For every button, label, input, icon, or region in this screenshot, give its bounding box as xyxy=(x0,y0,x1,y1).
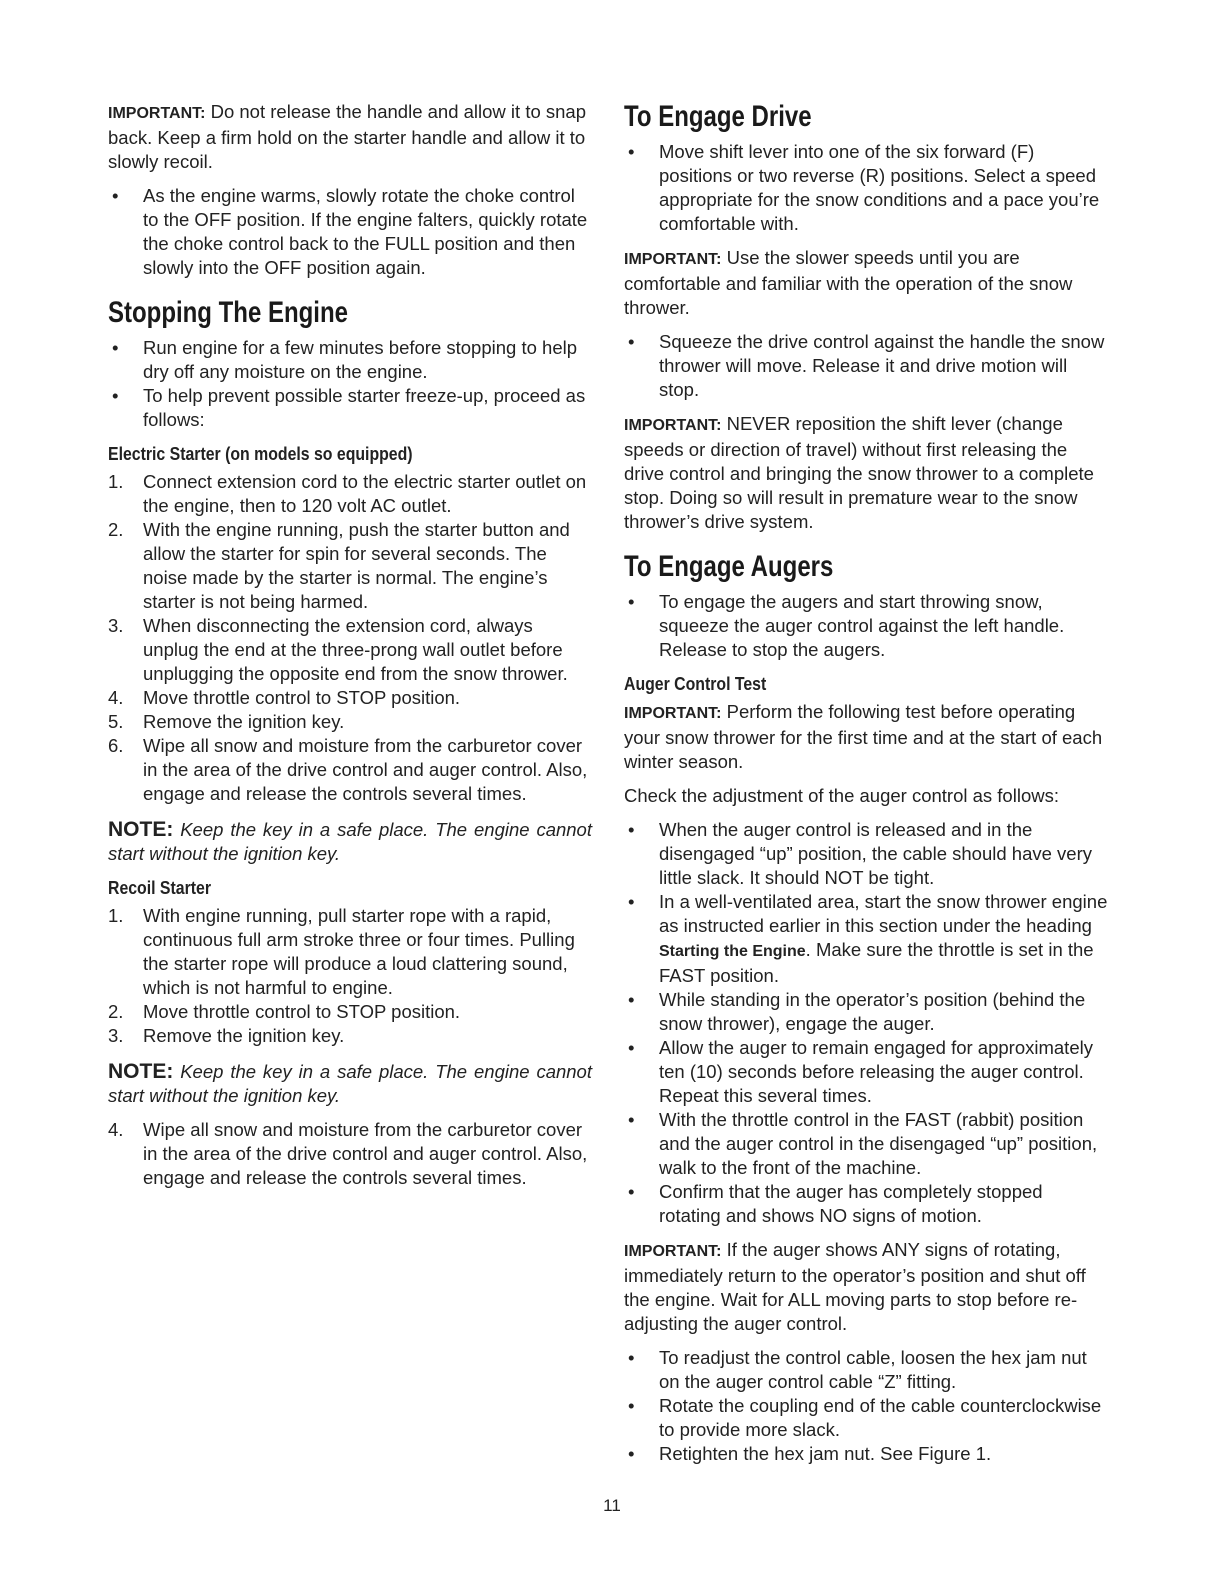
section-heading: Stopping The Engine xyxy=(108,296,348,329)
bullet-list xyxy=(624,330,1108,402)
list-item: 1. Connect extension cord to the electric starter outlet on the engine, then to 120 volt AC outlet. xyxy=(108,471,587,516)
note-paragraph: NOTE: Keep the key in a safe place. The engine cannot start without the ignition key. xyxy=(108,818,592,864)
list-item: • Move shift lever into one of the six forward (F) positions or two reverse (R) positions. Select a speed appropriate for the snow conditions and a pace you’re comfortable with. xyxy=(628,141,1100,234)
list-item: 3. Remove the ignition key. xyxy=(108,1025,345,1046)
list-item: • To help prevent possible starter freeze-up, proceed as follows: xyxy=(112,385,586,430)
list-item: • Retighten the hex jam nut. See Figure 1. xyxy=(628,1443,992,1464)
section-heading: To Engage Drive xyxy=(624,100,812,133)
important-paragraph: IMPORTANT: Use the slower speeds until you are comfortable and familiar with the operation of the snow thrower. xyxy=(624,247,1073,318)
list-item: 4. Wipe all snow and moisture from the carburetor cover in the area of the drive control and auger control. Also, engage and release the controls several times. xyxy=(108,1119,588,1188)
list-item: 6. Wipe all snow and moisture from the carburetor cover in the area of the drive control and auger control. Also, engage and release the controls several times. xyxy=(108,735,588,804)
numbered-list xyxy=(108,470,592,806)
list-item: • To readjust the control cable, loosen the hex jam nut on the auger control cable “Z” fitting. xyxy=(628,1347,1087,1392)
list-item: • When the auger control is released and in the disengaged “up” position, the cable should have very little slack. It should NOT be tight. xyxy=(628,819,1092,888)
list-item: • As the engine warms, slowly rotate the choke control to the OFF position. If the engine falters, quickly rotate the choke control back to the FULL position and then slowly into the OFF position again. xyxy=(112,185,588,278)
important-paragraph: IMPORTANT: If the auger shows ANY signs of rotating, immediately return to the operator’s position and shut off the engine. Wait for ALL moving parts to stop before re-adjusting the auger control. xyxy=(624,1239,1086,1334)
list-item: • Squeeze the drive control against the handle the snow thrower will move. Release it and drive motion will stop. xyxy=(628,331,1105,400)
list-item: • In a well-ventilated area, start the snow thrower engine as instructed earlier in this section under the heading Starting the Engine. Make sure the throttle is set in the FAST position. xyxy=(628,891,1108,986)
numbered-list xyxy=(108,904,592,1048)
subsection-heading: Auger Control Test xyxy=(624,674,767,694)
important-paragraph: IMPORTANT: Perform the following test before operating your snow thrower for the first time and at the start of each winter season. xyxy=(624,701,1103,772)
bullet-list xyxy=(624,1346,1108,1466)
list-item: 2. Move throttle control to STOP position. xyxy=(108,1001,461,1022)
list-item: • Confirm that the auger has completely stopped rotating and shows NO signs of motion. xyxy=(628,1181,1043,1226)
list-item: • To engage the augers and start throwing snow, squeeze the auger control against the left handle. Release to stop the augers. xyxy=(628,591,1065,660)
bullet-list xyxy=(624,140,1108,236)
list-item: 5. Remove the ignition key. xyxy=(108,711,345,732)
list-item: • While standing in the operator’s position (behind the snow thrower), engage the auger. xyxy=(628,989,1086,1034)
bullet-list xyxy=(624,818,1108,1228)
list-item: • Allow the auger to remain engaged for approximately ten (10) seconds before releasing the auger control. Repeat this several times. xyxy=(628,1037,1093,1106)
bullet-list xyxy=(108,184,592,280)
list-item: • With the throttle control in the FAST (rabbit) position and the auger control in the disengaged “up” position, walk to the front of the machine. xyxy=(628,1109,1098,1178)
list-item: 4. Move throttle control to STOP position. xyxy=(108,687,461,708)
note-paragraph: NOTE: Keep the key in a safe place. The engine cannot start without the ignition key. xyxy=(108,1060,592,1106)
list-item: 2. With the engine running, push the starter button and allow the starter for spin for several seconds. The noise made by the starter is normal. The engine’s starter is not being harmed. xyxy=(108,519,570,612)
list-item: 1. With engine running, pull starter rope with a rapid, continuous full arm stroke three or four times. Pulling the starter rope will produce a loud clattering sound, which is not harmful to engine. xyxy=(108,905,575,998)
bullet-list xyxy=(108,336,592,432)
numbered-list xyxy=(108,1118,592,1190)
important-paragraph: IMPORTANT: Do not release the handle and allow it to snap back. Keep a firm hold on the starter handle and allow it to slowly recoil. xyxy=(108,101,587,172)
left-column xyxy=(108,100,592,1200)
bullet-list xyxy=(624,590,1108,662)
subsection-heading: Recoil Starter xyxy=(108,878,212,898)
right-column xyxy=(624,100,1108,1476)
list-item: • Rotate the coupling end of the cable counterclockwise to provide more slack. xyxy=(628,1395,1102,1440)
important-paragraph: IMPORTANT: NEVER reposition the shift lever (change speeds or direction of travel) without first releasing the drive control and bringing the snow thrower to a complete stop. Doing so will result in premature wear to the snow thrower’s drive system. xyxy=(624,413,1094,532)
page-number: 11 xyxy=(603,1496,621,1515)
subsection-heading: Electric Starter (on models so equipped) xyxy=(108,444,413,464)
list-item: • Run engine for a few minutes before stopping to help dry off any moisture on the engine. xyxy=(112,337,578,382)
section-heading: To Engage Augers xyxy=(624,550,834,583)
list-item: 3. When disconnecting the extension cord, always unplug the end at the three-prong wall outlet before unplugging the opposite end from the snow thrower. xyxy=(108,615,568,684)
body-paragraph: Check the adjustment of the auger control as follows: xyxy=(624,785,1059,806)
